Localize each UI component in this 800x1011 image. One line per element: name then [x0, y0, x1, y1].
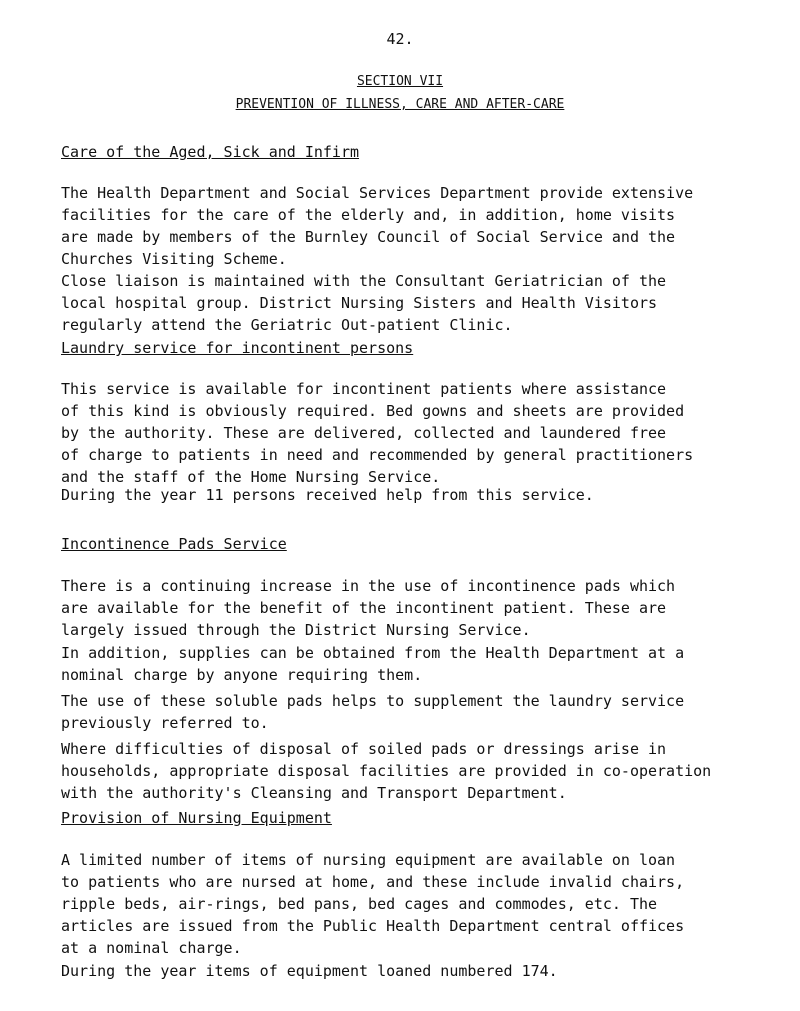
text-line: There is a continuing increase in the use of incontinence pads which: [61, 577, 676, 595]
text-line: This service is available for incontinent patients where assistance: [61, 380, 667, 398]
text-line: and the staff of the Home Nursing Service.: [61, 468, 441, 486]
text-line: at a nominal charge.: [61, 939, 242, 957]
text-line: by the authority. These are delivered, collected and laundered free: [61, 424, 667, 442]
paragraph: [61, 960, 761, 982]
section-heading: Care of the Aged, Sick and Infirm: [61, 143, 360, 161]
paragraph: [61, 182, 761, 270]
text-line: Close liaison is maintained with the Consultant Geriatrician of the: [61, 272, 667, 290]
text-line: The Health Department and Social Services Department provide extensive: [61, 184, 694, 202]
section-heading: Laundry service for incontinent persons: [61, 339, 414, 357]
text-line: local hospital group. District Nursing Sisters and Health Visitors: [61, 294, 658, 312]
paragraph: [61, 484, 761, 506]
text-line: ripple beds, air-rings, bed pans, bed cages and commodes, etc. The: [61, 895, 658, 913]
paragraph: [61, 642, 761, 686]
paragraph: [61, 849, 761, 959]
text-line: are available for the benefit of the incontinent patient. These are: [61, 599, 667, 617]
text-line: largely issued through the District Nursing Service.: [61, 621, 531, 639]
text-line: During the year 11 persons received help from this service.: [61, 486, 594, 504]
text-line: to patients who are nursed at home, and these include invalid chairs,: [61, 873, 685, 891]
text-line: regularly attend the Geriatric Out-patient Clinic.: [61, 316, 513, 334]
text-line: of this kind is obviously required. Bed gowns and sheets are provided: [61, 402, 685, 420]
text-line: households, appropriate disposal facilities are provided in co-operation: [61, 762, 712, 780]
paragraph: [61, 690, 761, 734]
text-line: Where difficulties of disposal of soiled pads or dressings arise in: [61, 740, 667, 758]
section-label: SECTION VII: [356, 74, 444, 89]
text-line: with the authority's Cleansing and Transport Department.: [61, 784, 567, 802]
text-line: are made by members of the Burnley Council of Social Service and the: [61, 228, 676, 246]
paragraph: [61, 378, 761, 488]
text-line: articles are issued from the Public Health Department central offices: [61, 917, 685, 935]
text-line: During the year items of equipment loaned numbered 174.: [61, 962, 558, 980]
text-line: of charge to patients in need and recommended by general practitioners: [61, 446, 694, 464]
text-line: Churches Visiting Scheme.: [61, 250, 287, 268]
paragraph: [61, 738, 761, 804]
section-heading: Provision of Nursing Equipment: [61, 809, 332, 827]
text-line: The use of these soluble pads helps to supplement the laundry service: [61, 692, 685, 710]
text-line: facilities for the care of the elderly and, in addition, home visits: [61, 206, 676, 224]
paragraph: [61, 575, 761, 641]
section-title: PREVENTION OF ILLNESS, CARE AND AFTER-CARE: [235, 97, 565, 112]
text-line: In addition, supplies can be obtained from the Health Department at a: [61, 644, 685, 662]
text-line: previously referred to.: [61, 714, 269, 732]
paragraph: [61, 270, 761, 336]
section-heading: Incontinence Pads Service: [61, 535, 287, 553]
text-line: nominal charge by anyone requiring them.: [61, 666, 423, 684]
page-number: 42.: [386, 30, 414, 48]
text-line: A limited number of items of nursing equipment are available on loan: [61, 851, 676, 869]
